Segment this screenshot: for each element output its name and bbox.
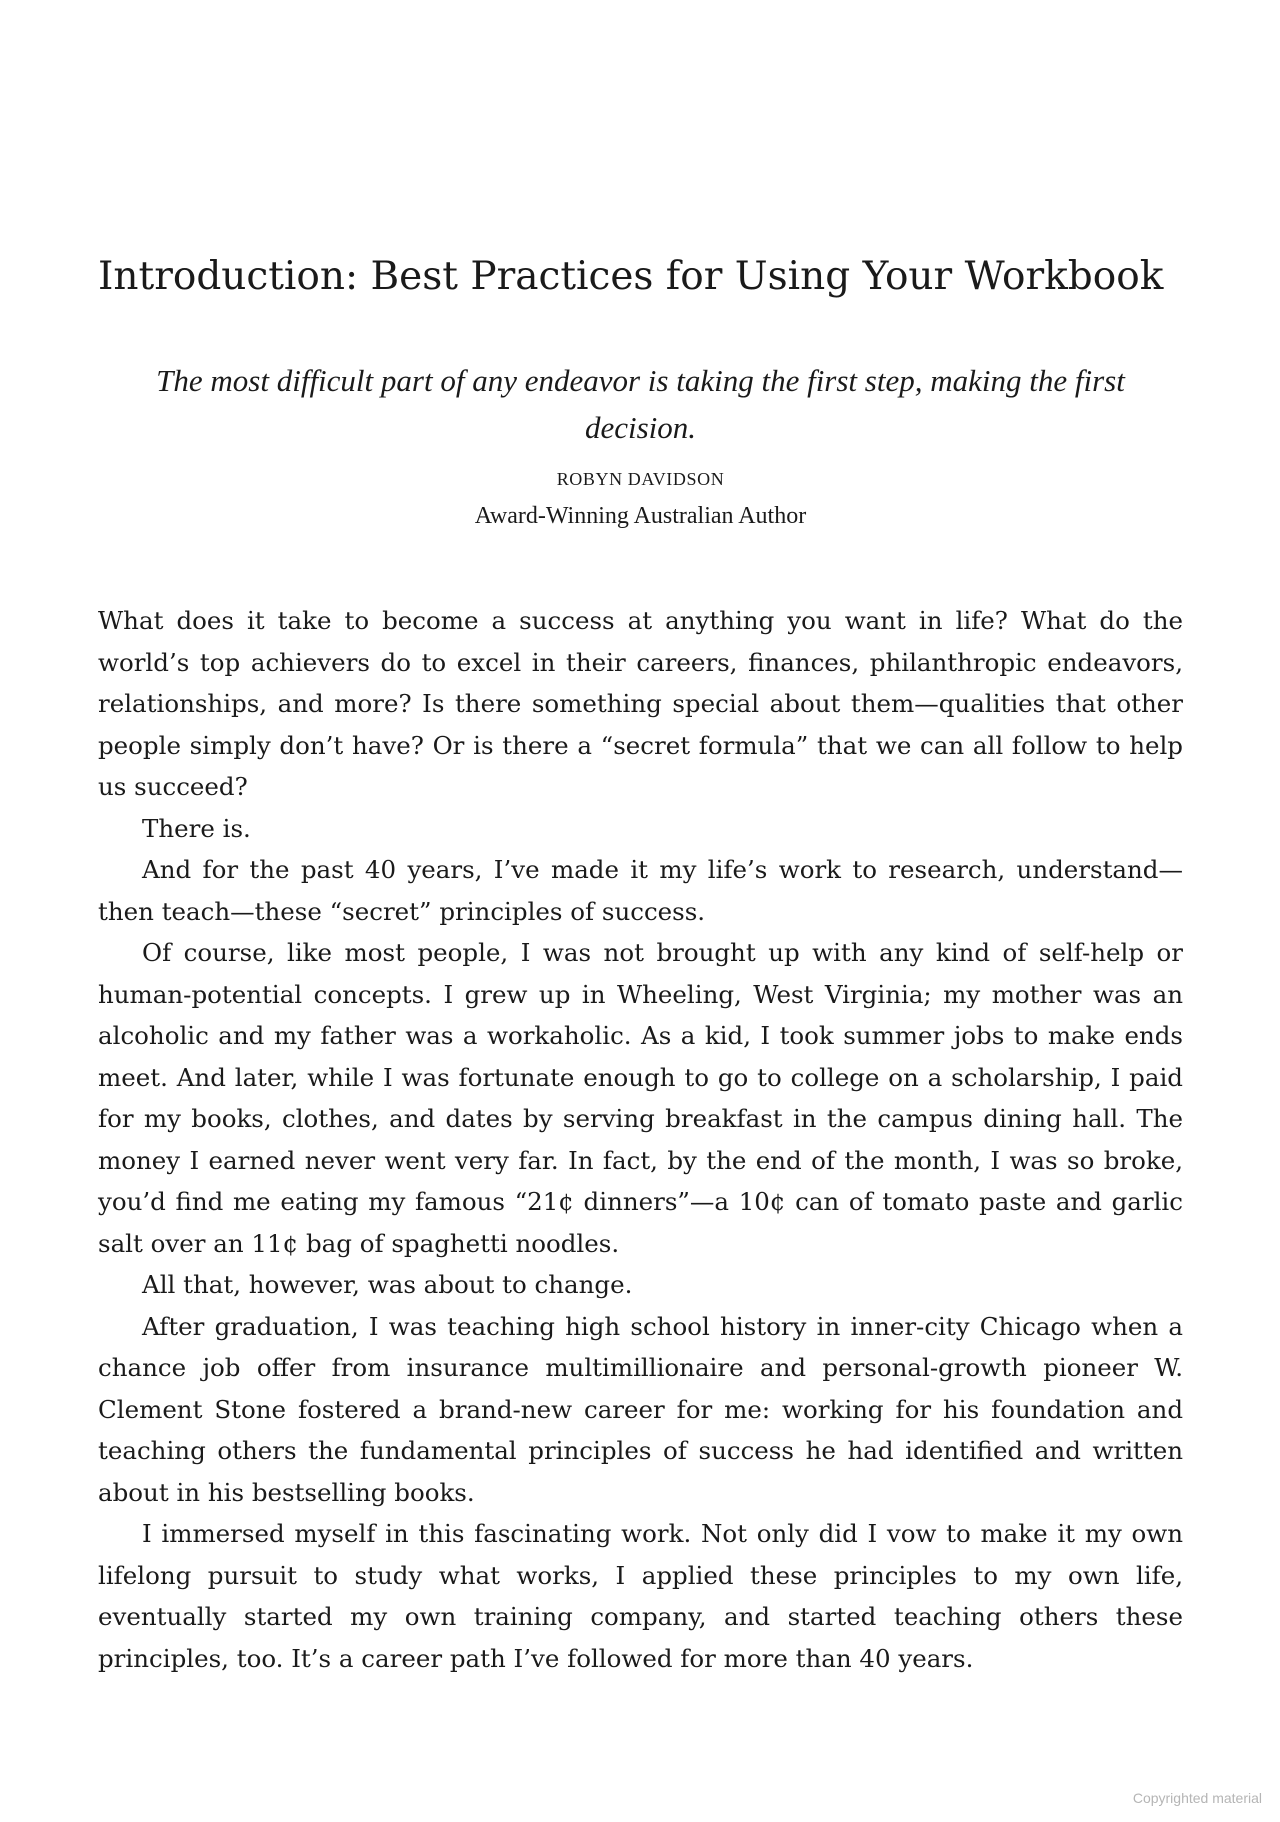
paragraph: What does it take to become a success at anything you want in life? What do the world’s top achievers do to excel in their careers, finances, philanthropic endeavors, relationships, and more? Is there something special about them—qualities that other people simply don’t have? Or is there a “secret formula” that we can all follow to help us succeed? bbox=[98, 606, 1183, 801]
paragraph: After graduation, I was teaching high school history in inner-city Chicago when a chance job offer from insurance multimillionaire and personal-growth pioneer W. Clement Stone fostered a brand-new career for me: working for his foundation and teaching others the fundamental principles of success he had identified and written about in his bestselling books. bbox=[98, 1311, 1183, 1507]
paragraph: And for the past 40 years, I’ve made it my life’s work to research, understand—then teach—these “secret” principles of success. bbox=[98, 855, 1183, 926]
epigraph-quote: The most difficult part of any endeavor is taking the first step, making the first decision. bbox=[156, 363, 1125, 445]
epigraph bbox=[98, 357, 1183, 531]
copyright-notice: Copyrighted material bbox=[1132, 1790, 1262, 1806]
paragraph: Of course, like most people, I was not brought up with any kind of self-help or human-potential concepts. I grew up in Wheeling, West Virginia; my mother was an alcoholic and my father was a workaholic. As a kid, I took summer jobs to make ends meet. And later, while I was fortunate enough to go to college on a scholarship, I paid for my books, clothes, and dates by serving breakfast in the campus dining hall. The money I earned never went very far. In fact, by the end of the month, I was so broke, you’d find me eating my famous “21¢ dinners”—a 10¢ can of tomato paste and garlic salt over an 11¢ bag of spaghetti noodles. bbox=[98, 938, 1183, 1258]
paragraph: I immersed myself in this fascinating work. Not only did I vow to make it my own lifelong pursuit to study what works, I applied these principles to my own life, eventually started my own training company, and started teaching others these principles, too. It’s a career path I’ve followed for more than 40 years. bbox=[98, 1519, 1183, 1673]
epigraph-author: ROBYN DAVIDSON bbox=[556, 469, 725, 489]
body-text bbox=[98, 600, 1183, 1679]
epigraph-author-title: Award-Winning Australian Author bbox=[474, 503, 807, 529]
paragraph: There is. bbox=[142, 813, 251, 843]
paragraph: All that, however, was about to change. bbox=[142, 1270, 633, 1299]
chapter-title: Introduction: Best Practices for Using Your Workbook bbox=[98, 254, 1164, 299]
